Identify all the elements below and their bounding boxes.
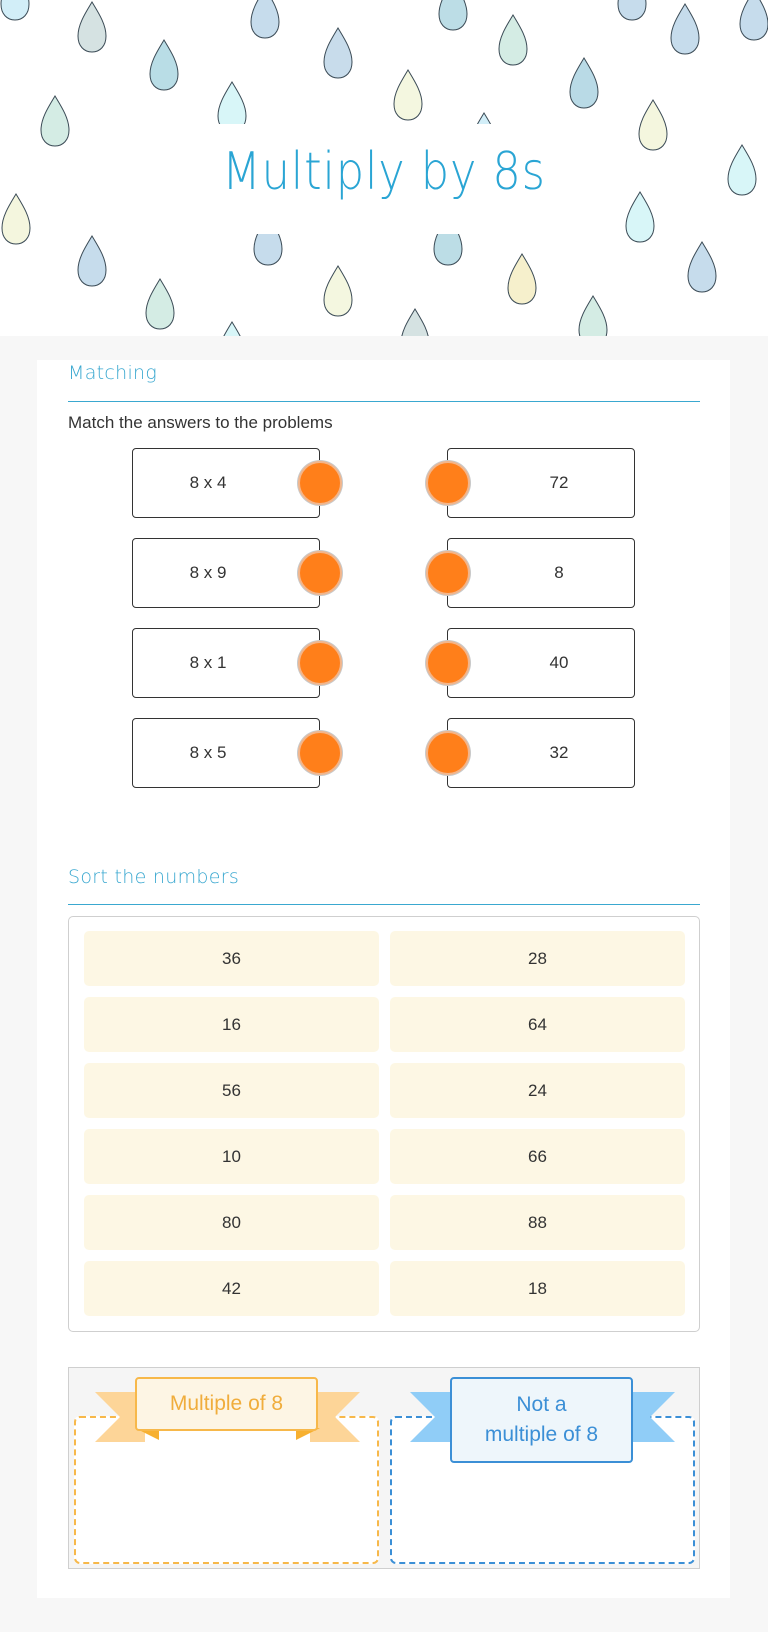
match-answer-item[interactable]	[447, 718, 635, 788]
sort-section-divider	[68, 904, 700, 905]
sort-chip[interactable]: 56	[84, 1063, 379, 1118]
match-connector-left[interactable]	[298, 641, 342, 685]
sort-section-title: Sort the numbers	[68, 866, 240, 888]
sort-chip[interactable]: 28	[390, 931, 685, 986]
bin-label-multiple-of-8	[135, 1377, 318, 1431]
sort-chip[interactable]: 18	[390, 1261, 685, 1316]
match-answer-text: 72	[549, 473, 569, 492]
match-problem-text: 8 x 4	[189, 473, 227, 492]
match-answer-item[interactable]	[447, 448, 635, 518]
match-connector-right[interactable]	[426, 641, 470, 685]
match-problem-item[interactable]	[132, 448, 320, 518]
sort-chip[interactable]: 42	[84, 1261, 379, 1316]
match-problem-text: 8 x 9	[189, 563, 227, 582]
match-answer-text: 40	[549, 653, 569, 672]
matching-section-title: Matching	[68, 362, 158, 384]
matching-instructions: Match the answers to the problems	[68, 413, 333, 432]
match-connector-right[interactable]	[426, 551, 470, 595]
match-problem-item[interactable]	[132, 538, 320, 608]
bin-label-text-line2: multiple of 8	[484, 1423, 599, 1446]
match-connector-left[interactable]	[298, 551, 342, 595]
match-connector-right[interactable]	[426, 731, 470, 775]
sort-chip[interactable]: 24	[390, 1063, 685, 1118]
page-title: Multiply by 8s	[222, 142, 546, 202]
match-connector-left[interactable]	[298, 731, 342, 775]
sort-chip[interactable]: 88	[390, 1195, 685, 1250]
sort-chip[interactable]: 66	[390, 1129, 685, 1184]
sort-chip[interactable]: 16	[84, 997, 379, 1052]
sort-chip[interactable]: 80	[84, 1195, 379, 1250]
match-problem-text: 8 x 1	[189, 653, 227, 672]
bin-label-text-line1: Not a	[516, 1393, 567, 1416]
match-problem-item[interactable]	[132, 718, 320, 788]
match-answer-item[interactable]	[447, 628, 635, 698]
match-answer-text: 32	[549, 743, 569, 762]
match-connector-right[interactable]	[426, 461, 470, 505]
match-problem-text: 8 x 5	[189, 743, 227, 762]
sort-chip-panel	[68, 916, 700, 1332]
match-answer-item[interactable]	[447, 538, 635, 608]
sort-chip[interactable]: 64	[390, 997, 685, 1052]
sort-chip[interactable]: 36	[84, 931, 379, 986]
match-problem-item[interactable]	[132, 628, 320, 698]
match-connector-left[interactable]	[298, 461, 342, 505]
bin-label-text: Multiple of 8	[169, 1392, 284, 1415]
matching-section-divider	[68, 401, 700, 402]
sort-chip[interactable]: 10	[84, 1129, 379, 1184]
match-answer-text: 8	[554, 563, 564, 582]
bin-label-not-multiple-of-8	[450, 1377, 633, 1463]
